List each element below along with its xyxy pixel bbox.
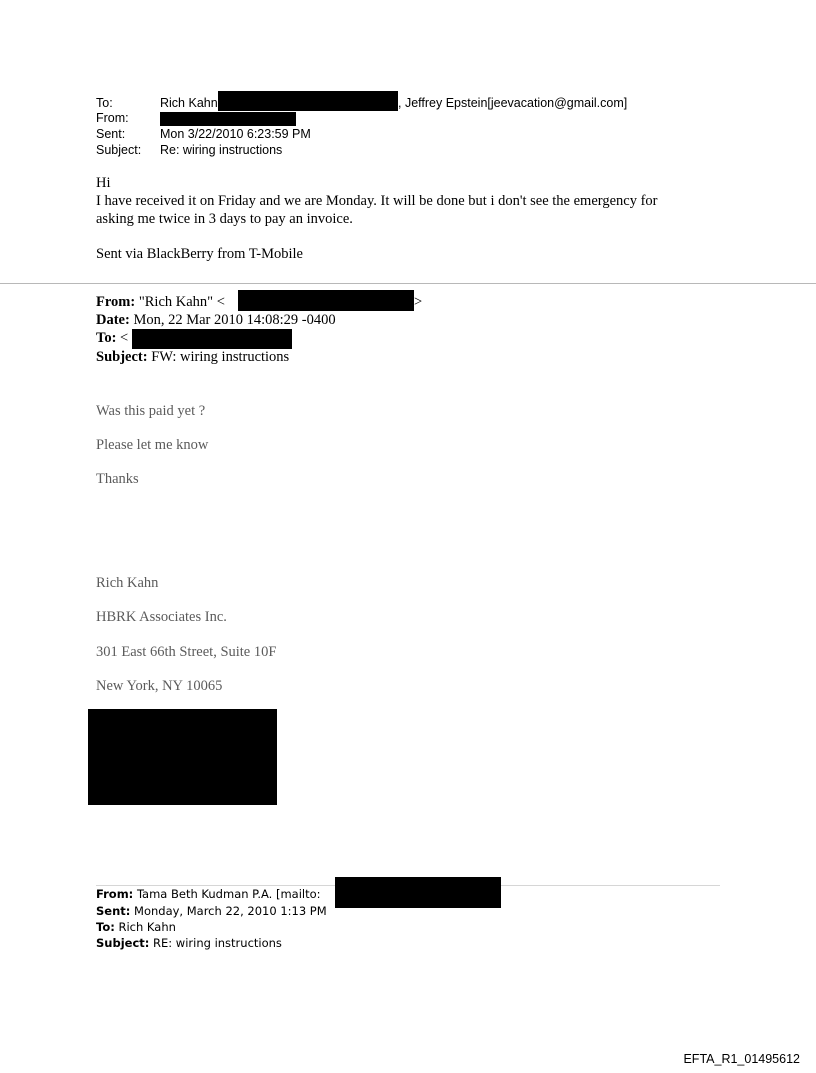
- signature-name: Rich Kahn: [96, 575, 159, 591]
- orig-to-label: To:: [96, 920, 115, 934]
- to-label: To:: [96, 96, 113, 110]
- redaction-box: [88, 709, 277, 805]
- orig-to-row: [96, 919, 176, 935]
- message-thanks: Thanks: [96, 471, 139, 487]
- redaction-box: [132, 329, 292, 349]
- sent-label: Sent:: [96, 127, 126, 141]
- reply-greeting: Hi: [96, 175, 111, 191]
- redaction-box: [218, 91, 398, 111]
- orig-subject-value: RE: wiring instructions: [153, 936, 282, 950]
- fwd-to-value: <: [120, 330, 129, 346]
- redaction-box: [335, 877, 501, 908]
- sent-value: Mon 3/22/2010 6:23:59 PM: [160, 127, 311, 141]
- orig-subject-label: Subject:: [96, 936, 150, 950]
- fwd-date-label: Date:: [96, 312, 130, 328]
- subject-value: Re: wiring instructions: [160, 143, 283, 157]
- orig-sent-value: Monday, March 22, 2010 1:13 PM: [134, 904, 327, 918]
- orig-sent-row: [96, 903, 327, 919]
- signature-company: HBRK Associates Inc.: [96, 609, 227, 625]
- from-label: From:: [96, 111, 129, 125]
- reply-line-2: asking me twice in 3 days to pay an invoice.: [96, 211, 353, 227]
- fwd-to-label: To:: [96, 330, 117, 346]
- orig-from-value: Tama Beth Kudman P.A. [mailto:: [136, 887, 321, 901]
- fwd-subject-value: FW: wiring instructions: [151, 349, 290, 365]
- orig-to-value: Rich Kahn: [118, 920, 176, 934]
- fwd-from-close: >: [414, 294, 423, 310]
- to-name: Rich Kahn: [160, 96, 218, 110]
- redaction-box: [238, 290, 414, 311]
- redaction-box: [160, 112, 296, 126]
- reply-line-1: I have received it on Friday and we are Monday. It will be done but i don't see the emergency for: [96, 193, 658, 209]
- fwd-date-row: [96, 311, 336, 330]
- signature-address-line-2: New York, NY 10065: [96, 678, 223, 694]
- orig-subject-row: [96, 935, 282, 951]
- fwd-date-value: Mon, 22 Mar 2010 14:08:29 -0400: [133, 312, 336, 328]
- fwd-subject-row: [96, 348, 289, 367]
- fwd-from-label: From:: [96, 294, 136, 310]
- fwd-from-value: "Rich Kahn" <: [138, 294, 225, 310]
- message-request: Please let me know: [96, 437, 209, 453]
- fwd-from-row: [96, 293, 225, 312]
- reply-signature: Sent via BlackBerry from T-Mobile: [96, 246, 303, 262]
- to-recipients: , Jeffrey Epstein[jeevacation@gmail.com]: [398, 96, 628, 110]
- section-divider: [0, 283, 816, 284]
- orig-from-row: [96, 886, 321, 902]
- signature-address-line-1: 301 East 66th Street, Suite 10F: [96, 644, 277, 660]
- subject-label: Subject:: [96, 143, 142, 157]
- orig-from-label: From:: [96, 887, 134, 901]
- fwd-to-row: [96, 329, 128, 348]
- orig-sent-label: Sent:: [96, 904, 131, 918]
- document-id: EFTA_R1_01495612: [683, 1052, 800, 1066]
- message-question: Was this paid yet ?: [96, 403, 206, 419]
- fwd-subject-label: Subject:: [96, 349, 148, 365]
